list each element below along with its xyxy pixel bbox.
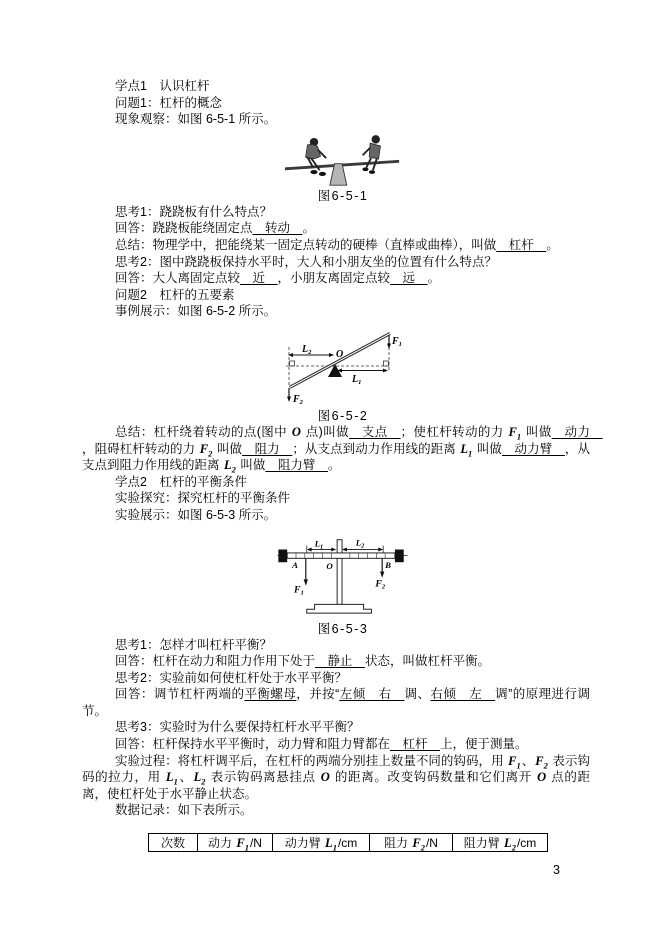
fill-in-blank: 动力臂	[501, 441, 565, 456]
section-experiment	[82, 637, 590, 820]
text-run: 思考3：实验时为什么要保持杠杆水平平衡？	[115, 720, 360, 735]
svg-text:F2: $F_2$	[374, 578, 385, 591]
paragraph	[82, 507, 590, 524]
text-run: /cm	[516, 836, 537, 851]
svg-text:F1: $F_1$	[293, 584, 304, 597]
text-run: 叫做	[522, 424, 552, 439]
text-run: ，从支点到阻力作用线的距离	[82, 441, 590, 473]
paragraph	[82, 753, 590, 803]
text-run: 学点2 杠杆的平衡条件	[115, 474, 247, 489]
text-run: 点)叫做	[301, 424, 349, 439]
figure-caption: 图6-5-3	[317, 621, 369, 636]
paragraph	[82, 637, 590, 654]
child-left	[306, 138, 327, 176]
text-run: 点的距离，使杠杆处于水平静止状态。	[82, 770, 590, 801]
fill-in-blank: 杠杆	[496, 237, 547, 252]
point-a-label: A	[291, 559, 298, 570]
fill-in-blank: 支点	[349, 424, 401, 439]
point-b-label: B	[384, 559, 391, 570]
text-run: 实验过程：将杠杆调平后，在杠杆的两端分别挂上数量不同的钩码，用	[115, 753, 508, 768]
svg-text:L1: $L_1$	[314, 538, 323, 551]
text-run: 调、	[404, 687, 431, 702]
variable: $F_1$	[508, 753, 521, 771]
fill-in-blank: 静止	[315, 654, 366, 669]
text-run: /cm	[337, 836, 358, 851]
variable: O	[320, 770, 330, 785]
svg-text:F2: $F_2$	[293, 393, 303, 406]
text-run: 学点1 认识杠杆	[115, 79, 210, 93]
fill-in-blank: 远	[390, 271, 428, 286]
balance-experiment-figure	[276, 526, 411, 621]
text-run: 动力臂	[284, 836, 325, 851]
section-intro	[82, 78, 590, 128]
paragraph	[82, 220, 590, 237]
text-run: 。	[327, 458, 341, 473]
paragraph	[82, 270, 590, 287]
l1-measure	[337, 368, 388, 386]
seesaw-figure	[278, 130, 408, 188]
svg-text:L1: $L_1$	[352, 373, 362, 386]
force-f2-arrow	[374, 558, 386, 590]
page-number: 3	[553, 863, 560, 877]
text-run: 思考1：怎样才叫杠杆平衡？	[115, 637, 272, 652]
text-run: 状态，叫做杠杆平衡。	[365, 654, 491, 669]
text-run: ，小朋友离固定点较	[277, 271, 391, 286]
table-header-cell	[149, 834, 198, 852]
fill-in-blank: 转动	[252, 221, 303, 236]
balance-nut-left	[278, 549, 287, 562]
paragraph	[82, 78, 590, 95]
text-run: 实验探究：探究杠杆的平衡条件	[115, 491, 291, 506]
fill-in-blank: 平衡螺母	[244, 687, 297, 702]
table-header-cell	[273, 834, 370, 852]
table-header-cell	[453, 834, 548, 852]
variable: $L_1$	[165, 770, 178, 787]
text-run: 回答：大人离固定点较	[115, 271, 241, 286]
fill-in-blank: 阻力臂	[265, 458, 328, 473]
l2-measure	[288, 344, 334, 357]
paragraph	[82, 111, 590, 128]
paragraph	[82, 254, 590, 271]
text-run: 表示钩码的拉力，用	[82, 753, 590, 785]
figure-lever	[96, 322, 590, 424]
paragraph	[82, 653, 590, 670]
text-run: 回答：调节杠杆两端的	[115, 687, 245, 702]
text-run: 回答：杠杆在动力和阻力作用下处于	[115, 654, 316, 669]
fill-in-blank: 杠杆	[390, 737, 441, 752]
text-run: 事例展示：如图 6-5-2 所示。	[115, 304, 277, 319]
paragraph	[82, 303, 590, 320]
variable: $L_2$	[223, 458, 236, 475]
variable: O	[291, 424, 301, 439]
table-header-cell	[370, 834, 453, 852]
fulcrum-point-label: O	[336, 348, 344, 360]
variable: $F_2$	[199, 441, 213, 459]
variable: $L_1$	[460, 441, 473, 459]
figure-caption: 图6-5-1	[317, 188, 369, 203]
text-run: 现象观察：如图 6-5-1 所示。	[115, 112, 277, 127]
fill-in-blank: 阻力	[242, 441, 293, 456]
right-angle-mark-right	[384, 361, 389, 366]
text-run: 阻力臂	[463, 836, 504, 851]
text-run: 思考1：跷跷板有什么特点？	[115, 204, 272, 219]
child-right	[362, 135, 380, 174]
variable: $L_2$	[193, 770, 206, 787]
variable: $F_1$	[508, 424, 522, 442]
lever-diagram-figure	[284, 322, 402, 408]
variable: $L_1$	[325, 836, 337, 853]
text-run: /N	[425, 836, 438, 851]
paragraph	[82, 474, 590, 491]
experiment-data-table	[148, 833, 548, 852]
text-run: 问题2 杠杆的五要素	[115, 287, 235, 302]
fill-in-blank: 左倾 右	[339, 687, 405, 702]
text-run: 数据记录：如下表所示。	[115, 803, 253, 818]
document-body	[82, 78, 603, 853]
l1-measure	[306, 538, 335, 551]
lever-beam	[287, 552, 395, 557]
text-run: 思考2：图中跷跷板保持水平时，大人和小朋友坐的位置有什么特点？	[115, 254, 497, 269]
table-header-cell	[198, 834, 273, 852]
fill-in-blank: 右倾 左	[430, 687, 496, 702]
text-run: 阻力	[384, 836, 412, 851]
svg-text:F1: $F_1$	[392, 335, 402, 348]
text-run: 叫做	[236, 458, 266, 473]
text-run: 调”的原理进行调节。	[82, 687, 590, 718]
variable: $L_2$	[504, 836, 516, 853]
fulcrum-point-label: O	[325, 560, 333, 571]
variable: $F_2$	[535, 753, 548, 771]
section-seesaw-qa	[82, 204, 590, 320]
text-run: 。	[427, 271, 441, 286]
text-run: 回答：杠杆保持水平平衡时，动力臂和阻力臂都在	[115, 737, 391, 752]
force-f1-arrow	[387, 335, 402, 349]
paragraph	[82, 287, 590, 304]
text-run: 、	[178, 770, 193, 785]
text-run: /N	[249, 836, 262, 851]
paragraph	[82, 424, 603, 475]
text-run: 实验展示：如图 6-5-3 所示。	[115, 507, 277, 522]
force-f2-arrow	[287, 388, 304, 406]
figure-balance	[96, 526, 590, 637]
balance-nut-right	[394, 549, 403, 562]
text-run: 、	[521, 753, 535, 768]
text-run: 次数	[160, 836, 185, 851]
svg-text:L2: $L_2$	[302, 343, 312, 356]
section-lever-elements	[82, 424, 603, 524]
stand-base	[306, 604, 371, 613]
l2-measure	[342, 537, 383, 551]
text-run: 动力	[208, 836, 236, 851]
fill-in-blank: 近	[240, 271, 278, 286]
variable: $F_1$	[236, 836, 249, 853]
fill-in-blank: 动力	[551, 424, 603, 439]
text-run: 回答：跷跷板能绕固定点	[115, 221, 253, 236]
paragraph	[82, 95, 590, 112]
stand-pole	[337, 539, 342, 604]
paragraph	[82, 802, 590, 819]
right-angle-mark-left	[290, 361, 295, 366]
text-run: 。	[546, 237, 559, 252]
paragraph	[82, 204, 590, 221]
figure-seesaw	[96, 130, 590, 204]
text-run: 叫做	[473, 441, 502, 456]
text-run: 总结：物理学中，把能绕某一固定点转动的硬棒（直棒或曲棒），叫做	[115, 237, 497, 252]
text-run: 。	[302, 221, 316, 236]
text-run: ，阻碍杠杆转动的力	[82, 441, 199, 456]
text-run: ，并按“	[296, 687, 340, 702]
text-run: 表示钩码离悬挂点	[206, 770, 320, 785]
paragraph	[82, 719, 590, 736]
text-run: 思考2：实验前如何使杠杆处于水平平衡？	[115, 670, 347, 685]
figure-caption: 图6-5-2	[317, 408, 369, 423]
paragraph	[82, 237, 590, 254]
text-run: 总结：杠杆绕着转动的点(图中	[115, 424, 291, 439]
variable: O	[537, 770, 547, 785]
paragraph	[82, 686, 590, 719]
text-run: 的距离。改变钩码数量和它们离开	[330, 770, 537, 785]
svg-text:L2: $L_2$	[355, 537, 364, 550]
text-run: ；使杠杆转动的力	[400, 424, 508, 439]
text-run: 问题1：杠杆的概念	[115, 95, 222, 110]
paragraph	[82, 736, 590, 753]
paragraph	[82, 670, 590, 687]
text-run: 叫做	[213, 441, 243, 456]
table-header-row	[149, 834, 548, 852]
text-run: 上，便于测量。	[440, 737, 528, 752]
text-run: ；从支点到动力作用线的距离	[292, 441, 460, 456]
variable: $F_2$	[412, 836, 425, 853]
paragraph	[82, 490, 590, 507]
